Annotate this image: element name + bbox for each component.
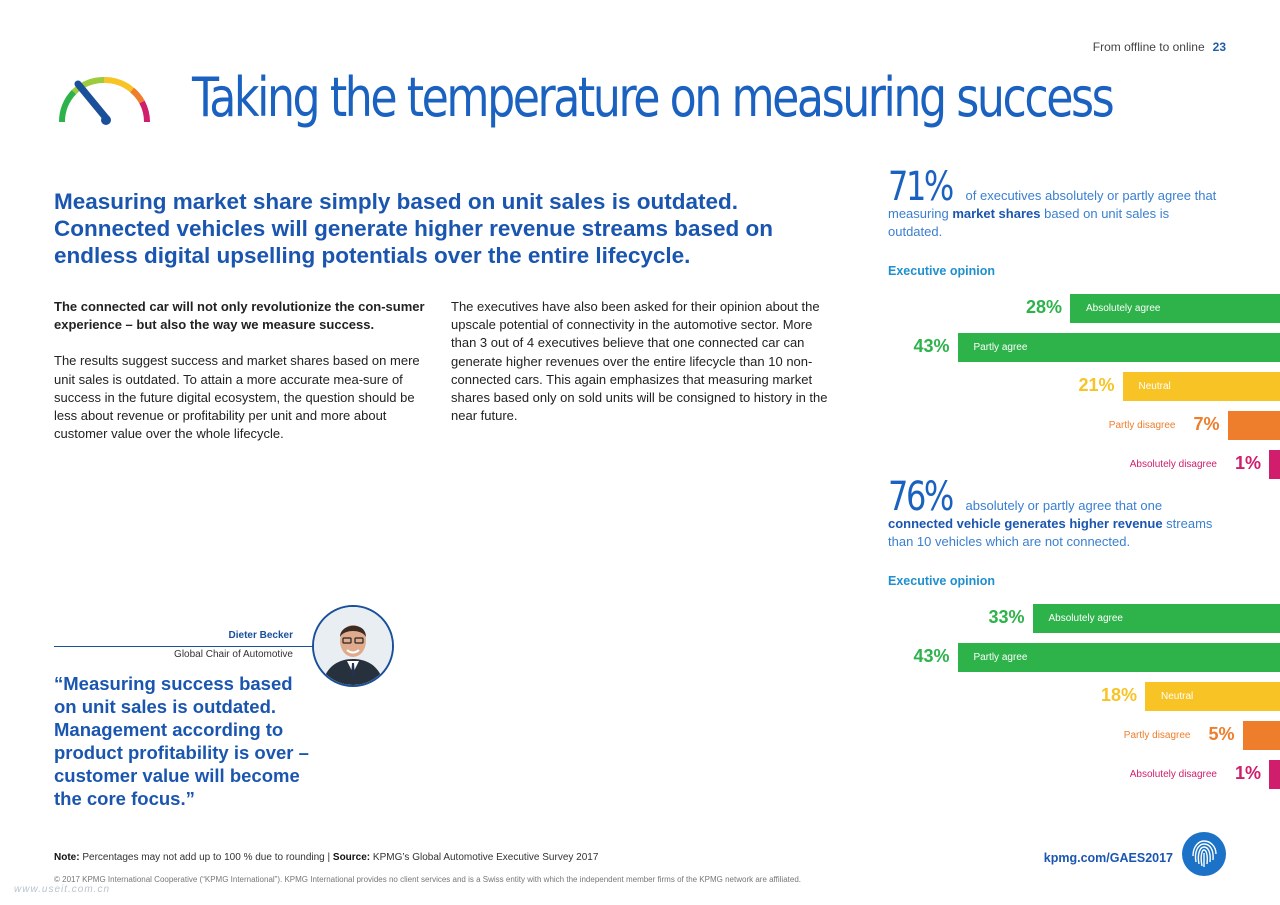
note-text: Percentages may not add up to 100 % due to rounding | bbox=[82, 852, 331, 863]
stat-text-post: streams than 10 vehicles which are not connected. bbox=[888, 516, 1213, 549]
quote-author-role: Global Chair of Automotive bbox=[174, 649, 293, 660]
bar-value-label: 28% bbox=[1025, 297, 1062, 317]
chart-1 bbox=[888, 294, 1280, 484]
bar-category-label: Absolutely disagree bbox=[1129, 769, 1217, 780]
stat-text-pre: of executives absolutely or partly agree that measuring bbox=[888, 188, 1217, 221]
watermark: www.useit.com.cn bbox=[14, 884, 111, 895]
bar-partly-disagree bbox=[1243, 721, 1280, 750]
stat-text-post: based on unit sales is outdated. bbox=[888, 206, 1170, 239]
source-text: KPMG’s Global Automotive Executive Survey 2017 bbox=[372, 852, 599, 863]
footnote bbox=[54, 852, 598, 863]
source-label: Source: bbox=[332, 852, 371, 863]
bar-category-label: Absolutely agree bbox=[1048, 613, 1123, 624]
pull-quote: “Measuring success based on unit sales is outdated. Management according to product profitability is over – customer value will become the core focus.” bbox=[54, 673, 309, 809]
bar-category-label: Partly agree bbox=[973, 342, 1028, 353]
big-percentage: 71% bbox=[888, 164, 952, 210]
lead-paragraph: The connected car will not only revolutionize the con-sumer experience – but also the way we measure success. bbox=[54, 299, 425, 333]
bar-value-label: 1% bbox=[1234, 763, 1261, 783]
big-percentage: 76% bbox=[888, 474, 952, 520]
stat-76 bbox=[888, 474, 1223, 551]
page-title: Taking the temperature on measuring success bbox=[192, 66, 1113, 129]
body-paragraph: The results suggest success and market shares based on mere unit sales is outdated. To attain a more accurate mea-sure of success in the future digital ecosystem, the question should be less about revenue or profitability per unit and more about customer value over the whole lifecycle. bbox=[54, 353, 420, 442]
fingerprint-icon bbox=[1182, 832, 1226, 876]
bar-value-label: 1% bbox=[1234, 453, 1261, 473]
quote-divider bbox=[54, 646, 314, 647]
bar-value-label: 43% bbox=[913, 646, 950, 666]
headline: Measuring market share simply based on unit sales is outdated. Connected vehicles will generate higher revenue streams based on endless digital upselling potentials over the entire lifecycle. bbox=[54, 189, 774, 268]
stat-text-pre: absolutely or partly agree that one bbox=[965, 498, 1163, 513]
bar-category-label: Absolutely agree bbox=[1086, 303, 1161, 314]
bar-value-label: 18% bbox=[1100, 685, 1137, 705]
bar-partly-disagree bbox=[1228, 411, 1280, 440]
section-name: From offline to online bbox=[1092, 40, 1205, 54]
bar-category-label: Partly disagree bbox=[1108, 420, 1176, 431]
page-number: 23 bbox=[1212, 40, 1226, 54]
stat-text-bold: market shares bbox=[952, 206, 1041, 221]
bar-value-label: 43% bbox=[913, 336, 950, 356]
bar-category-label: Neutral bbox=[1161, 691, 1194, 702]
quote-author-name: Dieter Becker bbox=[228, 630, 293, 641]
chart-title: Executive opinion bbox=[888, 264, 995, 278]
kpmg-link[interactable]: kpmg.com/GAES2017 bbox=[1043, 851, 1173, 865]
bar-value-label: 21% bbox=[1078, 375, 1115, 395]
stat-text-bold: connected vehicle generates higher revenue bbox=[888, 516, 1163, 531]
text-column-2 bbox=[451, 298, 833, 443]
bar-absolutely-disagree bbox=[1269, 760, 1280, 789]
text-column-1 bbox=[54, 298, 426, 461]
chart-2 bbox=[888, 604, 1280, 794]
bar-category-label: Neutral bbox=[1138, 381, 1171, 392]
bar-value-label: 7% bbox=[1193, 414, 1220, 434]
copyright: © 2017 KPMG International Cooperative (“KPMG International”). KPMG International provides no client services and is a Swiss entity with which the independent member firms of the KPMG network are affiliated. bbox=[54, 875, 801, 884]
note-label: Note: bbox=[54, 852, 80, 863]
bar-value-label: 5% bbox=[1208, 724, 1235, 744]
chart-title: Executive opinion bbox=[888, 574, 995, 588]
page-header bbox=[1093, 40, 1226, 54]
gauge-icon bbox=[54, 72, 154, 130]
stat-71 bbox=[888, 164, 1223, 241]
body-paragraph: The executives have also been asked for their opinion about the upscale potential of connectivity in the automotive sector. More than 3 out of 4 executives believe that one connected car can generate higher revenues over the entire lifecycle than 10 non-connected cars. This again emphasizes that measuring market shares based only on sold units will be consigned to history in the near future. bbox=[451, 299, 828, 424]
bar-category-label: Partly agree bbox=[973, 652, 1028, 663]
bar-value-label: 33% bbox=[988, 607, 1025, 627]
bar-category-label: Absolutely disagree bbox=[1129, 459, 1217, 470]
bar-category-label: Partly disagree bbox=[1123, 730, 1191, 741]
avatar bbox=[312, 605, 394, 687]
bar-absolutely-disagree bbox=[1269, 450, 1280, 479]
